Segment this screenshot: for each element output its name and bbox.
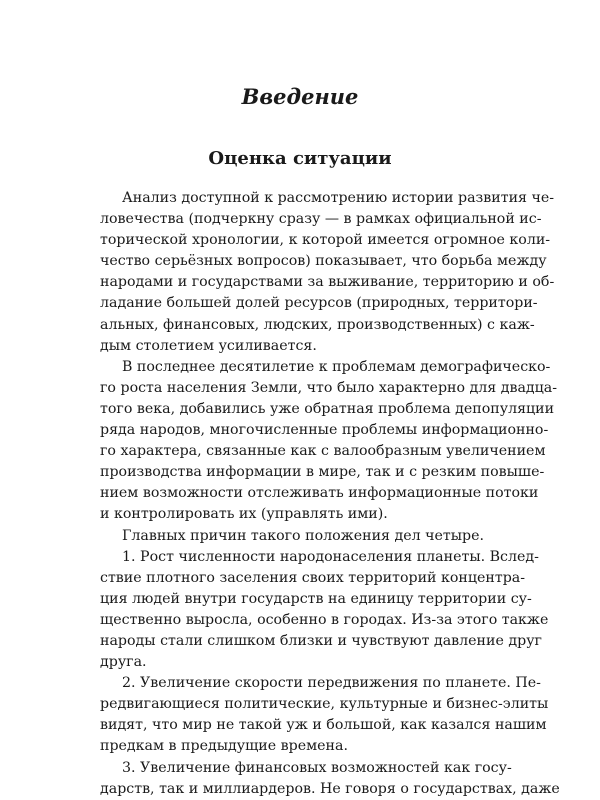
text-line: видят, что мир не такой уж и большой, как казался нашим [100,717,547,734]
paragraph [100,758,560,800]
text-line: 2. Увеличение скорости передвижения по планете. Пе- [122,675,541,692]
text-line: чество серьёзных вопросов) показывает, что борьба между [100,253,547,270]
text-line: В последнее десятилетие к проблемам демографическо- [122,358,551,375]
text-line: народы стали слишком близки и чувствуют давление друг [100,632,542,649]
text-line: Главных причин такого положения дел четыре. [122,527,485,544]
chapter-title: Введение [241,84,359,109]
text-line: дым столетием усиливается. [100,337,317,354]
text-line: производства информации в мире, так и с резким повыше- [100,464,545,481]
text-line: торической хронологии, к которой имеется огромное коли- [100,232,551,249]
text-line: ладание большей долей ресурсов (природных, территори- [100,295,538,312]
section-title: Оценка ситуации [208,148,392,169]
text-line: предкам в предыдущие времена. [100,738,348,755]
text-line: нием возможности отслеживать информационные потоки [100,485,539,502]
paragraph [100,673,549,757]
text-line: дарств, так и миллиардеров. Не говоря о государствах, даже [100,780,560,797]
text-line: альных, финансовых, людских, производственных) с каж- [100,316,535,333]
paragraph [100,188,555,357]
text-line: редвигающиеся политические, культурные и бизнес-элиты [100,696,549,713]
text-line: ловечества (подчеркну сразу — в рамках официальной ис- [100,211,542,228]
text-line: и контролировать их (управлять ими). [100,506,388,523]
text-line: го характера, связанные как с валообразным увеличением [100,443,546,460]
text-line: того века, добавились уже обратная проблема депопуляции [100,400,555,417]
paragraph [100,547,549,674]
text-line: ция людей внутри государств на единицу территории су- [100,590,532,607]
text-line: друга. [100,654,147,671]
text-line: го роста населения Земли, что было характерно для двадца- [100,379,558,396]
body-text [100,188,560,800]
paragraph [100,526,502,547]
text-line: щественно выросла, особенно в городах. Из-за этого также [100,611,549,628]
text-line: 1. Рост численности народонаселения планеты. Вслед- [122,548,539,565]
text-line: ряда народов, многочисленные проблемы информационно- [100,422,549,439]
text-line: ствие плотного заселения своих территорий концентра- [100,569,526,586]
paragraph [100,357,558,526]
text-line: 3. Увеличение финансовых возможностей как госу- [122,759,512,776]
text-line: Анализ доступной к рассмотрению истории развития че- [122,190,555,206]
text-line: народами и государствами за выживание, территорию и об- [100,274,555,291]
